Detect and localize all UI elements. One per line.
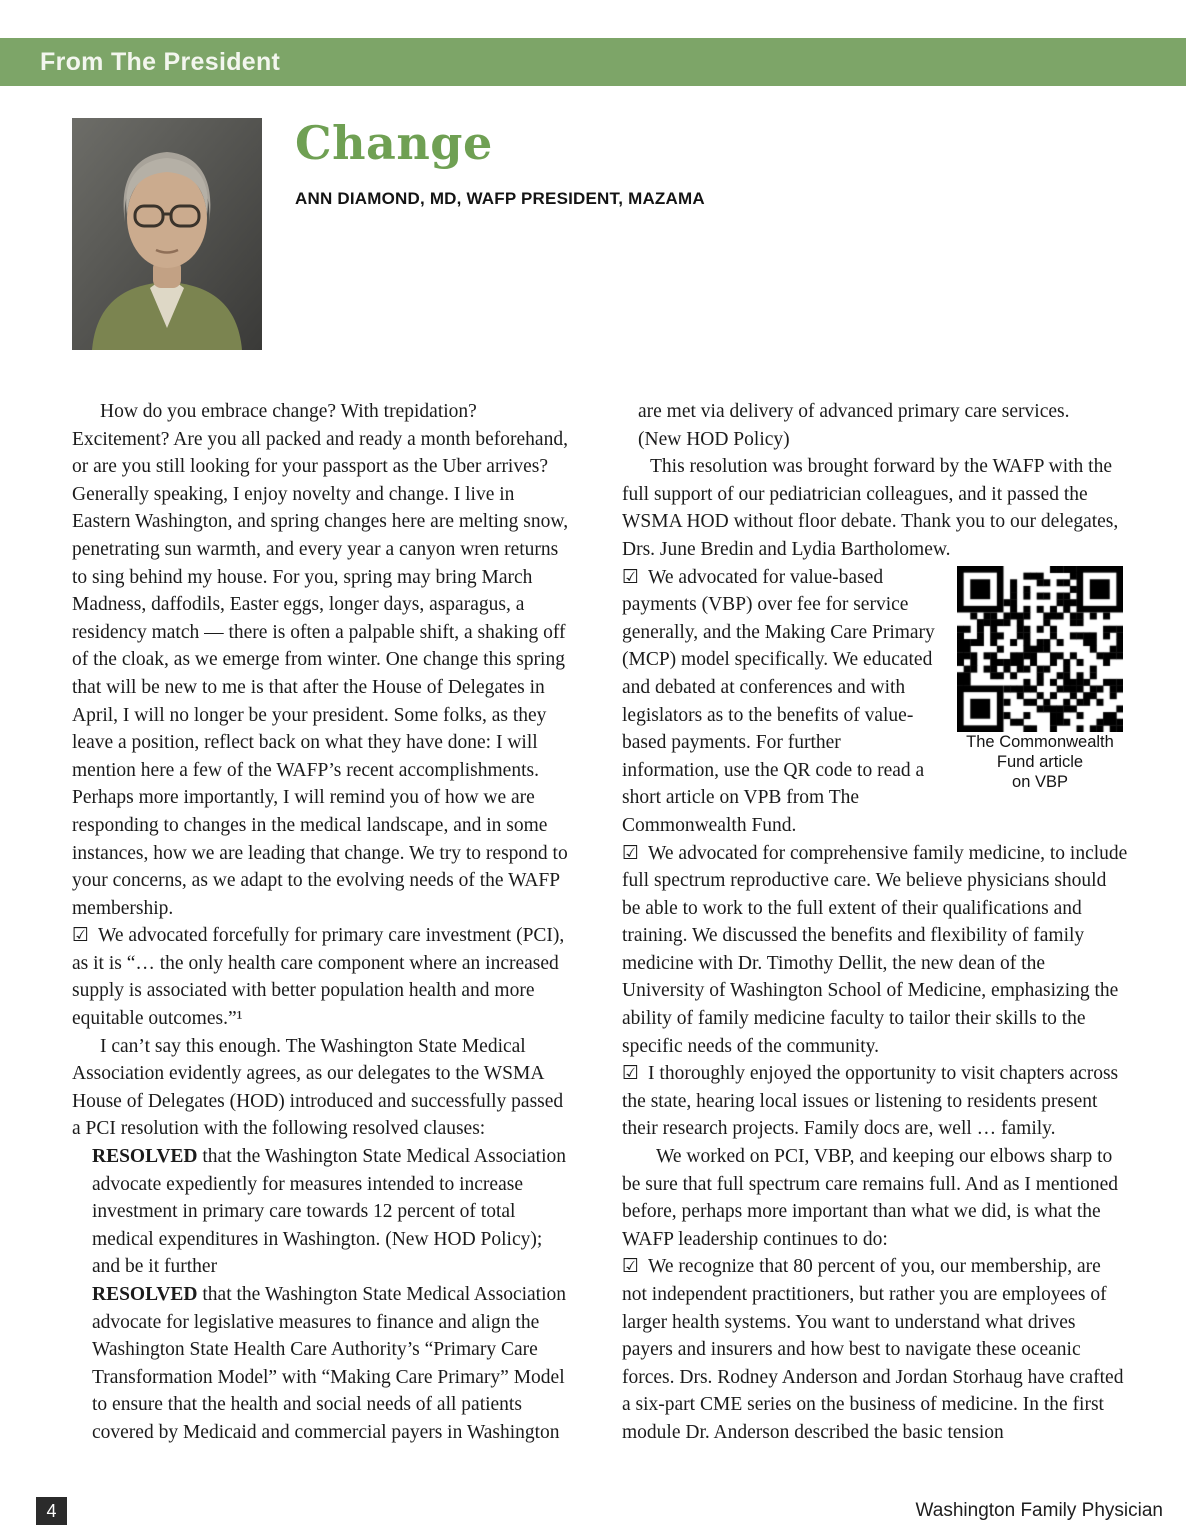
article-body <box>72 398 1128 1447</box>
qr-code <box>957 566 1123 732</box>
check-item-text: We recognize that 80 percent of you, our membership, are not independent practitioners, but rather you are employees of larger health systems. You want to understand what drives payers and insurers and how best to navigate these oceanic forces. Drs. Rodney Anderson and Jordan Storhaug have crafted a six-part CME series on the business of medicine. In the first module Dr. Anderson described the basic tension <box>622 1256 1124 1443</box>
checked-checkbox-icon: ☑ <box>622 841 640 864</box>
article-header <box>295 118 995 209</box>
article-title: Change <box>295 116 493 170</box>
article-byline: ANN DIAMOND, MD, WAFP PRESIDENT, MAZAMA <box>295 188 705 208</box>
check-item <box>622 1253 1128 1446</box>
continuation-line: are met via delivery of advanced primary care services. <box>638 401 1070 422</box>
check-item <box>72 922 574 1032</box>
qr-caption-line: on VBP <box>1012 772 1068 791</box>
check-item-text: I thoroughly enjoyed the opportunity to visit chapters across the state, hearing local issues or listening to residents present their research projects. Family docs are, well … family. <box>622 1063 1119 1140</box>
resolved-text: that the Washington State Medical Association advocate for legislative measures to finance and align the Washington State Health Care Authority’s “Primary Care Transformation Model” with “Making Care Primary” Model to ensure that the health and social needs of all patients covered by Medicaid and commercial payers in Washington <box>92 1284 567 1443</box>
page-section-title: From The President <box>40 47 281 76</box>
portrait-photo-art <box>72 118 262 350</box>
page-number: 4 <box>36 1497 67 1525</box>
checked-checkbox-icon: ☑ <box>72 924 90 947</box>
resolved-label: RESOLVED <box>92 1284 198 1305</box>
qr-caption-line: The Commonwealth <box>966 732 1114 751</box>
header-bar <box>0 38 1186 86</box>
qr-caption-line: Fund article <box>996 752 1084 771</box>
check-item-text: We advocated for value-based payments (VBP) over fee for service generally, and the Making Care Primary (MCP) model specifically. We educated and debated at conferences and with legislators as to the benefits of value-based payments. For further information, use the QR code to read a short article on VPB from The Commonwealth Fund. <box>622 566 935 836</box>
resolved-clause <box>72 1281 574 1447</box>
left-column <box>72 398 574 1447</box>
checked-checkbox-icon: ☑ <box>622 565 640 588</box>
right-column <box>622 398 1128 1447</box>
qr-figure <box>952 566 1128 792</box>
resolved-label: RESOLVED <box>92 1146 198 1168</box>
check-item <box>622 840 1128 1061</box>
check-item-text: We advocated for comprehensive family medicine, to include full spectrum reproductive care. We believe physicians should be able to work to the full extent of their qualifications and training. We discussed the benefits and flexibility of family medicine with Dr. Timothy Dellit, the new dean of the University of Washington School of Medicine, emphasizing the ability of family medicine faculty to tailor their skills to the specific needs of the community. <box>622 842 1128 1057</box>
resolved-clause <box>72 1143 574 1281</box>
checked-checkbox-icon: ☑ <box>622 1062 640 1085</box>
continuation-line: (New HOD Policy) <box>638 428 790 450</box>
checked-checkbox-icon: ☑ <box>622 1255 640 1278</box>
journal-name: Washington Family Physician <box>915 1500 1163 1521</box>
check-item <box>622 1060 1128 1143</box>
paragraph: This resolution was brought forward by the WAFP with the full support of our pediatrician colleagues, and it passed the WSMA HOD without floor debate. Thank you to our delegates, Drs. June Bredin and Lydia Bartholomew. <box>622 456 1119 560</box>
paragraph: I can’t say this enough. The Washington State Medical Association evidently agrees, as our delegates to the WSMA House of Delegates (HOD) introduced and successfully passed a PCI resolution with the following resolved clauses: <box>72 1035 564 1140</box>
check-item-text: We advocated forcefully for primary care investment (PCI), as it is “… the only health care component where an increased supply is associated with better population health and more equitable outcomes.”¹ <box>72 925 565 1030</box>
portrait-photo <box>72 118 262 350</box>
qr-caption <box>952 732 1128 792</box>
paragraph: We worked on PCI, VBP, and keeping our elbows sharp to be sure that full spectrum care remains full. And as I mentioned before, perhaps more important than what we did, is what the WAFP leadership continues to do: <box>622 1146 1119 1250</box>
resolved-clause-continuation <box>622 398 1128 453</box>
resolved-text: that the Washington State Medical Association advocate expediently for measures intended to increase investment in primary care towards 12 percent of total medical expenditures in Washington. (New HOD Policy); and be it further <box>92 1146 567 1278</box>
check-item <box>622 564 1128 840</box>
paragraph: How do you embrace change? With trepidation? Excitement? Are you all packed and ready a month beforehand, or are you still looking for your passport as the Uber arrives? Generally speaking, I enjoy novelty and change. I live in Eastern Washington, and spring changes here are melting snow, penetrating sun warmth, and every year a canyon wren returns to sing behind my house. For you, spring may bring March Madness, daffodils, Easter eggs, longer days, asparagus, a residency match — there is often a palpable shift, a shaking off of the cloak, as we emerge from winter. One change this spring that will be new to me is that after the House of Delegates in April, I will no longer be your president. Some folks, as they leave a position, reflect back on what they have done: I will mention here a few of the WAFP’s recent accomplishments. Perhaps more importantly, I will remind you of how we are responding to changes in the medical landscape, and in some instances, how we are leading that change. We try to respond to your concerns, as we adapt to the evolving needs of the WAFP membership. <box>72 401 569 919</box>
